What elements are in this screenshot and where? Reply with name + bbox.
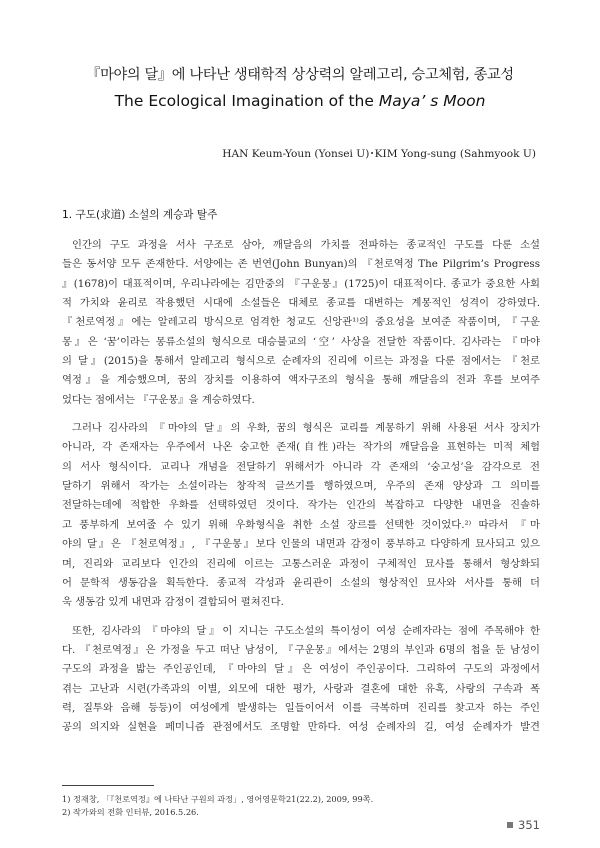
footnote-divider (62, 785, 154, 786)
footnote-1: 1) 정재창, 「『천로역정』에 나타난 구원의 과정」, 영어영문학21(22.2), 2009, 99쪽. (62, 794, 374, 804)
text-line: 인간의 구도 과정을 서사 구조로 삼아, 깨달음의 가치를 전파하는 종교적인 구도를 다룬 소설 (72, 239, 540, 251)
text-line: 아니라, 각 존재자는 우주에서 나온 숭고한 존재(自性)라는 작가의 깨달음을 표현하는 미적 체험 (62, 441, 540, 454)
body-text (62, 236, 540, 738)
text-line: 었다는 점에서는 『구운몽』을 계승하였다. (62, 393, 255, 406)
title-english (0, 92, 600, 110)
footnotes (62, 793, 540, 819)
section-heading: 1. 구도(求道) 소설의 계승과 탈주 (62, 209, 218, 221)
text-line: 그러나 김사라의 『마야의 달』의 우화, 꿈의 형식은 교리를 계몽하기 위해 사용된 서사 장치가 (72, 422, 540, 435)
text-line: 또한, 김사라의 『마야의 달』이 지니는 구도소설의 특이성이 여성 순례자라는 점에 주목해야 한 (72, 624, 540, 637)
text-line: 『천로역정』에는 알레고리 방식으로 엄격한 청교도 신앙관¹⁾의 중요성을 보여준 작품이며, 『구운 (62, 316, 540, 329)
footnote-2: 2) 작가와의 전화 인터뷰, 2016.5.26. (62, 807, 199, 817)
title-korean: 『마야의 달』에 나타난 생태학적 상상력의 알레고리, 승고체험, 종교성 (86, 67, 514, 83)
title-english-text: The Ecological Imagination of the (114, 92, 379, 110)
text-line: 다. 『천로역정』은 가정을 두고 떠난 남성이, 『구운몽』에서는 2명의 부인과 6명의 첩을 둔 남성이 (62, 643, 540, 656)
text-line: 역정』을 계승했으며, 꿈의 장치를 이용하여 액자구조의 형식을 통해 깨달음의 전과 후를 보여주 (62, 374, 540, 387)
text-line: 어 문학적 생동감을 획득한다. 종교적 각성과 윤리관이 소설의 형상적인 묘사와 서사를 통해 더 (62, 576, 540, 589)
text-line: 달하기 위해서 작가는 소설이라는 창작적 글쓰기를 행하였으며, 우주의 존재 양상과 그 의미를 (62, 480, 540, 493)
text-line: 의 달』(2015)을 통해서 알레고리 형식으로 순례자의 진리에 이르는 과정을 다룬 점에서는 『천로 (62, 355, 540, 368)
text-line: 몽』은 ‘꿈’이라는 몽류소설의 형식으로 대승불교의 ‘空’ 사상을 전달한 작품이다. 김사라는 『마야 (62, 335, 540, 348)
text-line: 며, 진리와 교리보다 인간의 진리에 이르는 고통스러운 과정이 구체적인 묘사를 통해서 형상화되 (62, 557, 540, 570)
text-line: 구도의 과정을 밟는 주인공인데, 『마야의 달』은 여성이 주인공이다. 그리하여 구도의 과정에서 (62, 663, 540, 676)
text-line: 야의 달』은 『천로역정』, 『구운몽』보다 인물의 내면과 감정이 풍부하고 다양하게 묘사되고 있으 (62, 538, 540, 551)
text-line: 들은 동서양 모두 존재한다. 서양에는 존 번연(John Bunyan)의 『천로역정 The Pilgrim’s Progress (62, 258, 540, 271)
text-line: 겪는 고난과 시련(가족과의 이별, 외모에 대한 평가, 사랑과 결혼에 대한 유혹, 사랑의 구속과 폭 (62, 682, 540, 695)
page-number-text: 351 (518, 818, 540, 832)
text-line: 』(1678)이 대표적이며, 우리나라에는 김만중의 『구운몽』(1725)이 대표적이다. 종교가 중요한 사회 (62, 277, 540, 290)
text-line: 의 서사 형식이다. 교리나 개념을 전달하기 위해서가 아니라 각 존재의 ‘숭고성’을 감각으로 전 (62, 460, 540, 473)
author-line: HAN Keum-Youn (Yonsei U)･KIM Yong-sung (Sahmyook U) (222, 148, 536, 160)
text-line: 욱 생동감 있게 내면과 감정이 결합되어 펼쳐진다. (62, 596, 284, 609)
text-line: 고 풍부하게 보여줄 수 있기 위해 우화형식을 취한 소설 장르를 선택한 것이었다.²⁾ 따라서 『마 (62, 518, 540, 531)
text-line: 적 가치와 윤리로 작용했던 시대에 소설들은 대체로 종교를 대변하는 계몽적인 성격이 강하였다. (62, 297, 540, 310)
square-bullet-icon (507, 822, 513, 828)
page-number (507, 818, 540, 832)
title-english-italic: Maya’ s Moon (378, 92, 486, 110)
paragraph-gap (62, 410, 540, 419)
text-line: 공의 의지와 실현을 페미니즘 관점에서도 조명할 만하다. 여성 순례자의 길, 여성 순례자가 발견 (62, 721, 540, 734)
text-line: 력, 질투와 음해 등등)이 여성에게 발생하는 일들이어서 이를 극복하며 진리를 찾고자 하는 주인 (62, 701, 540, 714)
paragraph-gap (62, 613, 540, 622)
text-line: 전달하는데에 적합한 우화를 선택하였던 것이다. 작가는 인간의 복잡하고 다양한 내면을 진솔하 (62, 499, 540, 512)
